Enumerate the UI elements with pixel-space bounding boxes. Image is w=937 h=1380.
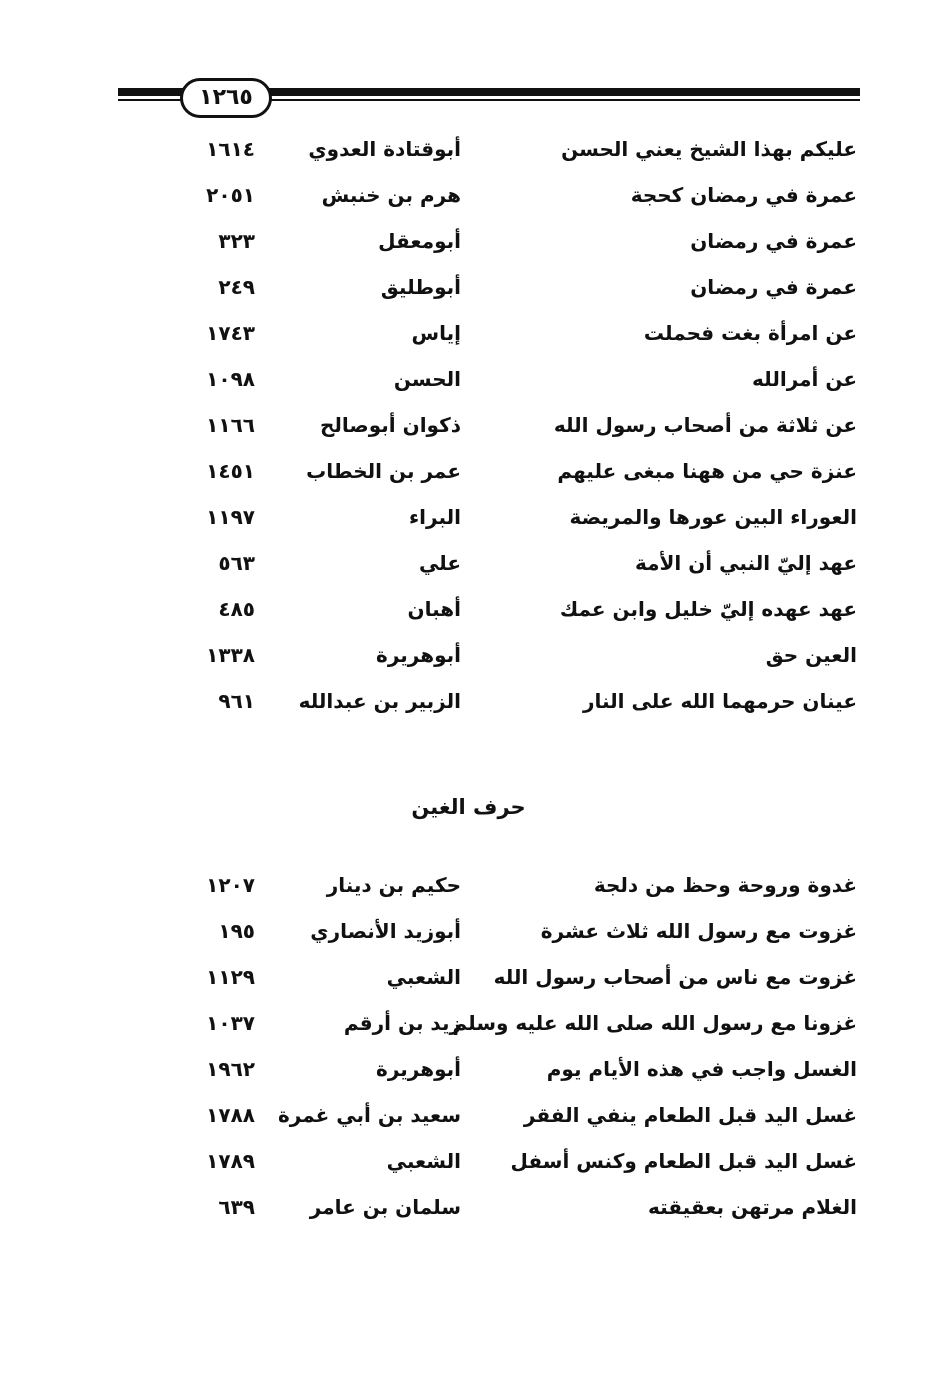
index-row: [0, 1184, 937, 1230]
hadith-number: ١٩٦٢: [206, 1057, 255, 1081]
hadith-number: ١٧٤٣: [206, 321, 255, 345]
hadith-number: ٩٦١: [218, 689, 255, 713]
hadith-text: العوراء البين عورها والمريضة: [569, 505, 857, 529]
index-list-one: [0, 126, 937, 724]
index-row: [0, 586, 937, 632]
hadith-text: غزونا مع رسول الله صلى الله عليه وسلم: [452, 1011, 857, 1035]
index-row: [0, 678, 937, 724]
index-row: [0, 402, 937, 448]
narrator-name: أبوقتادة العدوي: [308, 137, 461, 161]
index-row: [0, 1046, 937, 1092]
hadith-text: عن ثلاثة من أصحاب رسول الله: [553, 413, 857, 437]
narrator-name: ذكوان أبوصالح: [320, 413, 461, 437]
index-row: [0, 494, 937, 540]
narrator-name: أهبان: [407, 597, 461, 621]
index-row: [0, 632, 937, 678]
narrator-name: أبومعقل: [378, 229, 461, 253]
hadith-number: ٢٠٥١: [206, 183, 255, 207]
page-header: [118, 78, 860, 118]
narrator-name: زيد بن أرقم: [343, 1011, 461, 1035]
hadith-text: العين حق: [765, 643, 857, 667]
hadith-text: عهد إليّ النبي أن الأمة: [635, 551, 857, 575]
hadith-number: ٢٤٩: [218, 275, 255, 299]
hadith-number: ٥٦٣: [218, 551, 255, 575]
hadith-number: ١٢٠٧: [206, 873, 255, 897]
hadith-text: عن أمرالله: [752, 367, 857, 391]
hadith-number: ١٣٣٨: [206, 643, 255, 667]
narrator-name: سلمان بن عامر: [309, 1195, 461, 1219]
narrator-name: حكيم بن دينار: [326, 873, 461, 897]
index-row: [0, 264, 937, 310]
index-row: [0, 356, 937, 402]
narrator-name: أبوزيد الأنصاري: [310, 919, 461, 943]
hadith-number: ١٠٣٧: [206, 1011, 255, 1035]
hadith-number: ١١٩٧: [206, 505, 255, 529]
hadith-number: ٦٣٩: [218, 1195, 255, 1219]
narrator-name: أبوهريرة: [376, 643, 461, 667]
hadith-number: ١١٦٦: [206, 413, 255, 437]
page-number: ١٢٦٥: [180, 78, 272, 118]
hadith-number: ١٧٨٨: [206, 1103, 255, 1127]
hadith-text: الغلام مرتهن بعقيقته: [647, 1195, 857, 1219]
hadith-number: ٣٢٣: [218, 229, 255, 253]
hadith-text: غزوت مع رسول الله ثلاث عشرة: [540, 919, 857, 943]
index-row: [0, 126, 937, 172]
narrator-name: سعيد بن أبي غمرة: [278, 1103, 461, 1127]
section-heading: حرف الغين: [411, 795, 526, 819]
index-row: [0, 218, 937, 264]
hadith-text: غسل اليد قبل الطعام ينفي الفقر: [523, 1103, 857, 1127]
hadith-number: ١٦١٤: [206, 137, 255, 161]
index-list-two: [0, 862, 937, 1230]
hadith-text: غدوة وروحة وحظ من دلجة: [593, 873, 857, 897]
index-row: [0, 540, 937, 586]
index-row: [0, 1000, 937, 1046]
hadith-text: الغسل واجب في هذه الأيام يوم: [546, 1057, 857, 1081]
index-row: [0, 310, 937, 356]
narrator-name: الحسن: [393, 367, 461, 391]
index-row: [0, 448, 937, 494]
hadith-text: عن امرأة بغت فحملت: [643, 321, 857, 345]
narrator-name: إياس: [411, 321, 461, 345]
narrator-name: علي: [418, 551, 461, 575]
narrator-name: أبوهريرة: [376, 1057, 461, 1081]
index-row: [0, 862, 937, 908]
hadith-text: عمرة في رمضان: [690, 229, 857, 253]
hadith-text: غزوت مع ناس من أصحاب رسول الله: [493, 965, 857, 989]
narrator-name: عمر بن الخطاب: [306, 459, 461, 483]
hadith-text: عمرة في رمضان كحجة: [630, 183, 857, 207]
narrator-name: البراء: [408, 505, 461, 529]
hadith-number: ١٩٥: [218, 919, 255, 943]
hadith-text: عينان حرمهما الله على النار: [582, 689, 857, 713]
index-row: [0, 954, 937, 1000]
narrator-name: هرم بن خنبش: [321, 183, 461, 207]
hadith-text: عهد عهده إليّ خليل وابن عمك: [559, 597, 857, 621]
hadith-text: عليكم بهذا الشيخ يعني الحسن: [561, 137, 857, 161]
index-row: [0, 1138, 937, 1184]
hadith-number: ١٤٥١: [206, 459, 255, 483]
narrator-name: الشعبي: [386, 1149, 461, 1173]
hadith-text: عمرة في رمضان: [690, 275, 857, 299]
hadith-text: عنزة حي من ههنا مبغى عليهم: [557, 459, 857, 483]
index-row: [0, 1092, 937, 1138]
narrator-name: الشعبي: [386, 965, 461, 989]
hadith-text: غسل اليد قبل الطعام وكنس أسفل: [510, 1149, 857, 1173]
hadith-number: ١١٢٩: [206, 965, 255, 989]
narrator-name: الزبير بن عبدالله: [298, 689, 461, 713]
narrator-name: أبوطليق: [380, 275, 461, 299]
hadith-number: ٤٨٥: [218, 597, 255, 621]
hadith-number: ١٧٨٩: [206, 1149, 255, 1173]
index-row: [0, 908, 937, 954]
index-row: [0, 172, 937, 218]
hadith-number: ١٠٩٨: [206, 367, 255, 391]
